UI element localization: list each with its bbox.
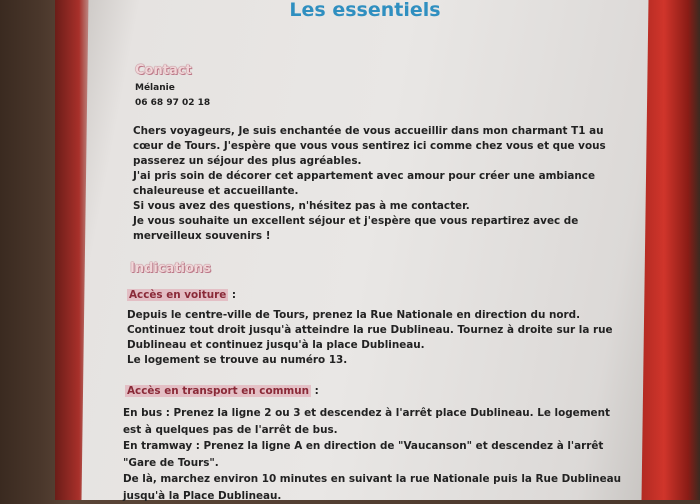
car-line: Dublineau et continuez jusqu'à la place Dublineau. — [127, 338, 613, 353]
welcome-line: passerez un séjour des plus agréables. — [133, 154, 606, 169]
welcome-line: Si vous avez des questions, n'hésitez pas à me contacter. — [133, 199, 606, 214]
welcome-paragraph — [133, 124, 606, 244]
folder-right-edge — [640, 0, 700, 500]
contact-heading: Contact — [135, 63, 192, 78]
welcome-line: Chers voyageurs, Je suis enchantée de vous accueillir dans mon charmant T1 au — [133, 124, 606, 139]
transit-line: En tramway : Prenez la ligne A en direction de "Vaucanson" et descendez à l'arrêt — [123, 438, 621, 455]
document-title: Les essentiels — [125, 3, 605, 18]
transit-access-title: Accès en transport en commun — [125, 385, 311, 397]
car-line: Le logement se trouve au numéro 13. — [127, 353, 613, 368]
transit-line: est à quelques pas de l'arrêt de bus. — [123, 422, 621, 439]
transit-access-text — [123, 405, 621, 504]
contact-phone: 06 68 97 02 18 — [135, 96, 210, 111]
welcome-line: cœur de Tours. J'espère que vous vous sentirez ici comme chez vous et que vous — [133, 139, 606, 154]
car-access-suffix: : — [228, 289, 236, 301]
welcome-line: J'ai pris soin de décorer cet appartement avec amour pour créer une ambiance — [133, 169, 606, 184]
car-access-text — [127, 308, 613, 368]
welcome-line: chaleureuse et accueillante. — [133, 184, 606, 199]
transit-line: jusqu'à la Place Dublineau. — [123, 488, 621, 504]
car-line: Continuez tout droit jusqu'à atteindre la rue Dublineau. Tournez à droite sur la rue — [127, 323, 613, 338]
car-access-title: Accès en voiture — [127, 289, 228, 301]
welcome-line: merveilleux souvenirs ! — [133, 229, 606, 244]
car-access-label — [127, 288, 236, 303]
transit-access-suffix: : — [311, 385, 319, 397]
transit-line: De là, marchez environ 10 minutes en suivant la rue Nationale puis la Rue Dublineau — [123, 471, 621, 488]
car-line: Depuis le centre-ville de Tours, prenez la Rue Nationale en direction du nord. — [127, 308, 613, 323]
contact-name: Mélanie — [135, 81, 175, 96]
transit-line: En bus : Prenez la ligne 2 ou 3 et descendez à l'arrêt place Dublineau. Le logement — [123, 405, 621, 422]
transit-line: "Gare de Tours". — [123, 455, 621, 472]
indications-heading: Indications — [130, 261, 211, 276]
welcome-line: Je vous souhaite un excellent séjour et j'espère que vous repartirez avec de — [133, 214, 606, 229]
transit-access-label — [125, 384, 319, 399]
